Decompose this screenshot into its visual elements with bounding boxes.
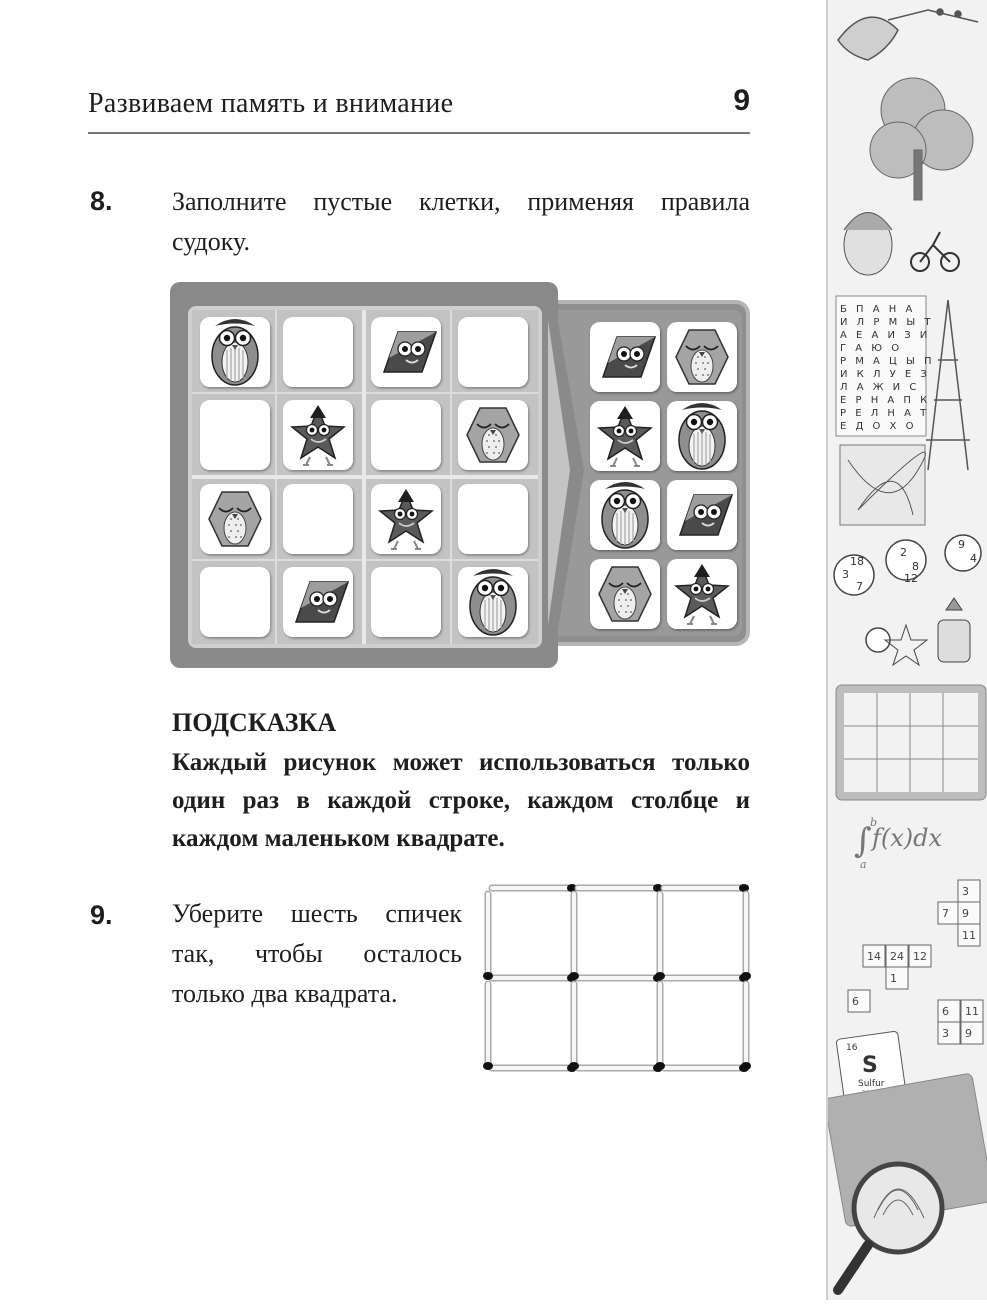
task-9-number: 9.: [90, 900, 113, 930]
matchstick: [569, 984, 579, 1070]
task-8-text: Заполните пустые клетки, применяя правила судоку.: [172, 187, 750, 256]
svg-text:12: 12: [913, 950, 927, 963]
sudoku-cell: [371, 484, 441, 554]
svg-text:14: 14: [867, 950, 881, 963]
svg-text:S: S: [862, 1053, 878, 1078]
matchstick: [483, 894, 493, 980]
svg-text:∫: ∫: [854, 821, 872, 861]
svg-text:b: b: [870, 816, 878, 829]
matchstick-grid: [480, 880, 756, 1076]
matchstick: [569, 894, 579, 980]
svg-text:И К Л У Е З: И К Л У Е З: [840, 369, 930, 380]
svg-text:Г А Ю О: Г А Ю О: [840, 343, 903, 354]
matchstick: [741, 894, 751, 980]
svg-text:Б П А Н А: Б П А Н А: [840, 304, 916, 315]
svg-text:11: 11: [965, 1005, 979, 1018]
sudoku-cell: [371, 317, 441, 387]
matchstick: [578, 884, 663, 892]
hint-title: ПОДСКАЗКА: [172, 708, 337, 737]
task-9-text: Уберите шесть спичек так, чтобы осталось только два квадрата.: [172, 899, 462, 1008]
sudoku-cell: [200, 317, 270, 387]
matchstick: [578, 1064, 663, 1072]
svg-text:7: 7: [856, 580, 863, 593]
piece-tile: [590, 480, 660, 550]
hint-body: Каждый рисунок может использоваться только один раз в каждой строке, каждом столбце и каждом маленьком квадрате.: [172, 749, 750, 852]
svg-text:f(x)dx: f(x)dx: [872, 824, 943, 852]
svg-text:3: 3: [842, 568, 849, 581]
header-title: Развиваем память и внимание: [88, 88, 454, 119]
svg-text:24: 24: [890, 950, 904, 963]
svg-text:9: 9: [958, 538, 965, 551]
svg-text:16: 16: [846, 1043, 858, 1053]
matchstick: [492, 1064, 577, 1072]
sudoku-cell: [371, 400, 441, 470]
svg-text:6: 6: [852, 995, 859, 1008]
svg-text:18: 18: [850, 555, 864, 568]
piece-tile: [667, 480, 737, 550]
svg-text:7: 7: [942, 907, 949, 920]
sudoku-cell: [371, 567, 441, 637]
task-8-number: 8.: [90, 186, 113, 216]
svg-text:Е Д О Х О: Е Д О Х О: [840, 421, 917, 432]
sudoku-cell: [200, 484, 270, 554]
piece-tile: [667, 322, 737, 392]
svg-text:11: 11: [962, 929, 976, 942]
svg-text:8: 8: [912, 560, 919, 573]
svg-text:Р Е Л Н А Т: Р Е Л Н А Т: [840, 408, 930, 419]
svg-text:3: 3: [942, 1027, 949, 1040]
svg-text:a: a: [860, 858, 867, 871]
svg-text:6: 6: [942, 1005, 949, 1018]
page-number: 9: [733, 84, 750, 117]
letters-grid: [836, 296, 935, 436]
sudoku-cell: [200, 567, 270, 637]
decorative-sidebar: [826, 0, 987, 1300]
svg-text:Л А Ж И С: Л А Ж И С: [840, 382, 920, 393]
matchstick: [578, 974, 663, 982]
svg-text:2: 2: [900, 546, 907, 559]
svg-text:4: 4: [970, 552, 977, 565]
matchstick: [664, 974, 749, 982]
sudoku-cell: [200, 400, 270, 470]
svg-text:Sulfur: Sulfur: [858, 1079, 885, 1089]
sudoku-illustration: [168, 280, 752, 672]
matchstick: [655, 894, 665, 980]
decorative-doodles: [828, 0, 987, 1300]
piece-tile: [667, 559, 737, 629]
svg-text:9: 9: [962, 907, 969, 920]
matchstick: [492, 884, 577, 892]
piece-tile: [667, 401, 737, 471]
matchstick: [483, 984, 493, 1070]
matchstick: [741, 984, 751, 1070]
sudoku-cell: [458, 400, 528, 470]
svg-text:1: 1: [890, 972, 897, 985]
sudoku-cell: [458, 567, 528, 637]
piece-tile: [590, 559, 660, 629]
sudoku-cell: [283, 317, 353, 387]
svg-text:И Л Р М Ы Т: И Л Р М Ы Т: [840, 317, 934, 328]
header-rule: [88, 132, 750, 134]
matchstick: [655, 984, 665, 1070]
svg-text:Р М А Ц Ы П: Р М А Ц Ы П: [840, 356, 935, 367]
sudoku-cell: [458, 484, 528, 554]
piece-tile: [590, 322, 660, 392]
svg-text:12: 12: [904, 572, 918, 585]
svg-text:А Е А И З И: А Е А И З И: [840, 330, 931, 341]
sudoku-cell: [283, 400, 353, 470]
matchstick: [664, 884, 749, 892]
svg-text:Е Р Н А П К: Е Р Н А П К: [840, 395, 931, 406]
sudoku-cell: [283, 484, 353, 554]
piece-tile: [590, 401, 660, 471]
sudoku-cell: [458, 317, 528, 387]
matchstick: [664, 1064, 749, 1072]
sudoku-cell: [283, 567, 353, 637]
svg-text:9: 9: [965, 1027, 972, 1040]
svg-text:3: 3: [962, 885, 969, 898]
matchstick: [492, 974, 577, 982]
